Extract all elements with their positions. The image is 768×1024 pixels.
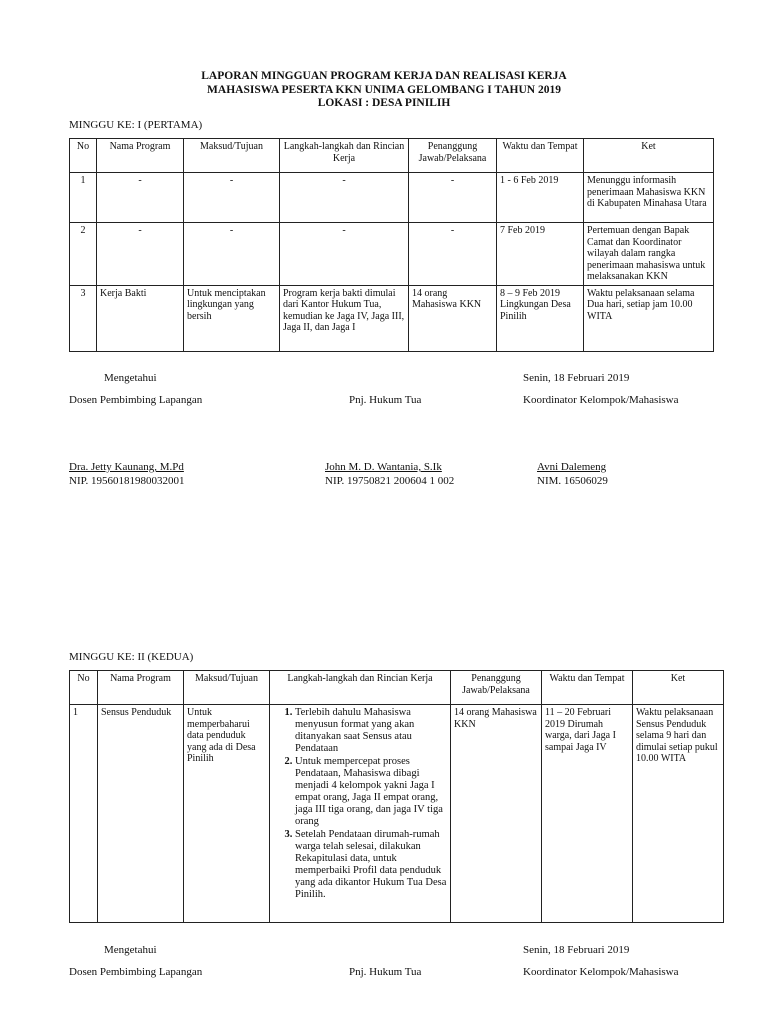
week-1-table bbox=[69, 138, 714, 352]
header-purpose: Maksud/Tujuan bbox=[184, 139, 280, 173]
cell-program: - bbox=[97, 173, 184, 223]
cell-program: Sensus Penduduk bbox=[98, 705, 184, 923]
report-title bbox=[0, 70, 768, 111]
role-supervisor-2: Dosen Pembimbing Lapangan bbox=[69, 966, 203, 978]
table-row bbox=[70, 285, 714, 351]
header-pic: Penanggung Jawab/Pelaksana bbox=[451, 671, 542, 705]
title-line-2: MAHASISWA PESERTA KKN UNIMA GELOMBANG I TAHUN 2019 bbox=[207, 83, 561, 96]
table-row bbox=[70, 223, 714, 286]
table-header-row bbox=[70, 139, 714, 173]
cell-pic: 14 orang Mahasiswa KKN bbox=[451, 705, 542, 923]
role-coordinator-2: Koordinator Kelompok/Mahasiswa bbox=[523, 966, 679, 978]
cell-purpose: Untuk memperbaharui data penduduk yang ada di Desa Pinilih bbox=[184, 705, 270, 923]
header-program: Nama Program bbox=[97, 139, 184, 173]
cell-program: Kerja Bakti bbox=[97, 285, 184, 351]
cell-purpose: - bbox=[184, 223, 280, 286]
cell-note: Pertemuan dengan Bapak Camat dan Koordinator wilayah dalam rangka penerimaan mahasiswa untuk melaksanakan KKN bbox=[584, 223, 714, 286]
week-2-table bbox=[69, 670, 724, 923]
id-coordinator: NIM. 16506029 bbox=[537, 475, 608, 487]
header-pic: Penanggung Jawab/Pelaksana bbox=[409, 139, 497, 173]
cell-note: Waktu pelaksanaan Sensus Penduduk selama 9 hari dan dimulai setiap pukul 10.00 WITA bbox=[633, 705, 724, 923]
acknowledge-label-2: Mengetahui bbox=[104, 944, 157, 956]
role-supervisor: Dosen Pembimbing Lapangan bbox=[69, 394, 203, 406]
acknowledge-label: Mengetahui bbox=[104, 372, 157, 384]
header-no: No bbox=[70, 671, 98, 705]
cell-note: Menunggu informasih penerimaan Mahasiswa KKN di Kabupaten Minahasa Utara bbox=[584, 173, 714, 223]
cell-steps: Program kerja bakti dimulai dari Kantor Hukum Tua, kemudian ke Jaga IV, Jaga III, Jaga II, dan Jaga I bbox=[280, 285, 409, 351]
list-item: 3. Setelah Pendataan dirumah-rumah warga telah selesai, dilakukan Rekapitulasi data, untuk memperbaiki Profil data penduduk yang ada dikantor Hukum Tua Desa Pinilih. bbox=[295, 829, 447, 901]
header-note: Ket bbox=[633, 671, 724, 705]
table-header-row bbox=[70, 671, 724, 705]
header-purpose: Maksud/Tujuan bbox=[184, 671, 270, 705]
header-steps: Langkah-langkah dan Rincian Kerja bbox=[270, 671, 451, 705]
header-time: Waktu dan Tempat bbox=[542, 671, 633, 705]
header-no: No bbox=[70, 139, 97, 173]
cell-time: 1 - 6 Feb 2019 bbox=[497, 173, 584, 223]
steps-list bbox=[273, 707, 447, 901]
role-village-head-2: Pnj. Hukum Tua bbox=[349, 966, 422, 978]
cell-purpose: - bbox=[184, 173, 280, 223]
title-line-3: LOKASI : DESA PINILIH bbox=[317, 97, 451, 109]
cell-no: 3 bbox=[70, 285, 97, 351]
cell-time: 11 – 20 Februari 2019 Dirumah warga, dari Jaga I sampai Jaga IV bbox=[542, 705, 633, 923]
signing-date: Senin, 18 Februari 2019 bbox=[523, 372, 630, 384]
name-supervisor: Dra. Jetty Kaunang, M.Pd bbox=[69, 461, 184, 473]
name-village-head: John M. D. Wantania, S.Ik bbox=[325, 461, 442, 473]
header-note: Ket bbox=[584, 139, 714, 173]
table-row bbox=[70, 173, 714, 223]
cell-pic: - bbox=[409, 173, 497, 223]
cell-pic: 14 orang Mahasiswa KKN bbox=[409, 285, 497, 351]
cell-no: 1 bbox=[70, 705, 98, 923]
role-village-head: Pnj. Hukum Tua bbox=[349, 394, 422, 406]
table-row bbox=[70, 705, 724, 923]
week-1-label: MINGGU KE: I (PERTAMA) bbox=[69, 119, 203, 131]
list-item: 1. Terlebih dahulu Mahasiswa menyusun format yang akan ditanyakan saat Sensus atau Pendataan bbox=[295, 707, 447, 755]
week-2-label: MINGGU KE: II (KEDUA) bbox=[69, 651, 194, 663]
header-program: Nama Program bbox=[98, 671, 184, 705]
title-line-1: LAPORAN MINGGUAN PROGRAM KERJA DAN REALISASI KERJA bbox=[201, 70, 567, 82]
role-coordinator: Koordinator Kelompok/Mahasiswa bbox=[523, 394, 679, 406]
cell-program: - bbox=[97, 223, 184, 286]
list-item: 2. Untuk mempercepat proses Pendataan, Mahasiswa dibagi menjadi 4 kelompok yakni Jaga I empat orang, Jaga II empat orang, jaga III tiga orang, dan jaga IV tiga orang bbox=[295, 756, 447, 828]
cell-time: 7 Feb 2019 bbox=[497, 223, 584, 286]
cell-steps bbox=[270, 705, 451, 923]
cell-purpose: Untuk menciptakan lingkungan yang bersih bbox=[184, 285, 280, 351]
cell-steps: - bbox=[280, 223, 409, 286]
cell-no: 2 bbox=[70, 223, 97, 286]
name-coordinator: Avni Dalemeng bbox=[537, 461, 607, 473]
cell-pic: - bbox=[409, 223, 497, 286]
id-supervisor: NIP. 19560181980032001 bbox=[69, 475, 185, 487]
cell-steps: - bbox=[280, 173, 409, 223]
header-time: Waktu dan Tempat bbox=[497, 139, 584, 173]
cell-time: 8 – 9 Feb 2019 Lingkungan Desa Pinilih bbox=[497, 285, 584, 351]
cell-note: Waktu pelaksanaan selama Dua hari, setiap jam 10.00 WITA bbox=[584, 285, 714, 351]
id-village-head: NIP. 19750821 200604 1 002 bbox=[325, 475, 455, 487]
cell-no: 1 bbox=[70, 173, 97, 223]
header-steps: Langkah-langkah dan Rincian Kerja bbox=[280, 139, 409, 173]
signing-date-2: Senin, 18 Februari 2019 bbox=[523, 944, 630, 956]
